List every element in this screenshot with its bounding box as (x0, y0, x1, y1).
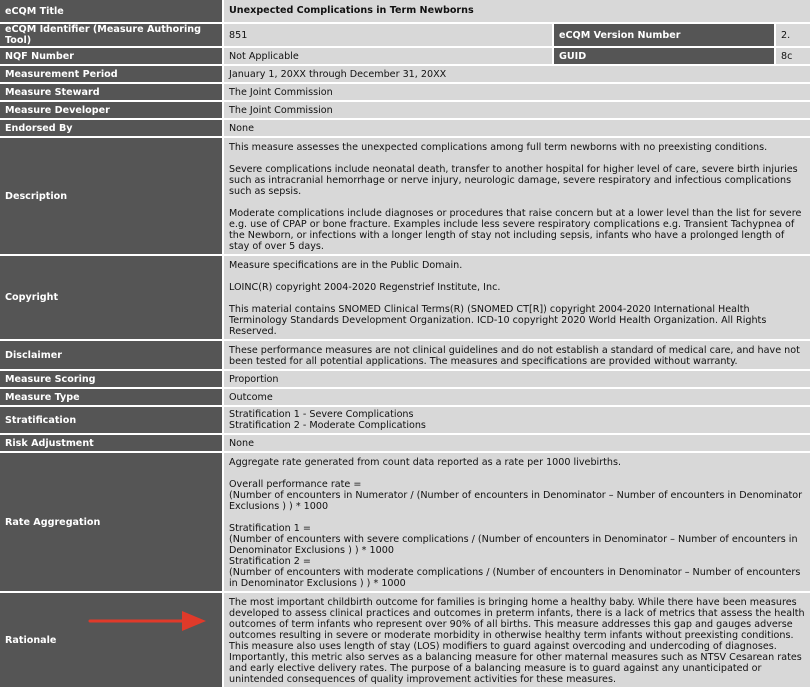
row-identifier (0, 24, 812, 48)
copyright-paragraph: This material contains SNOMED Clinical Terms(R) (SNOMED CT[R]) copyright 2004-2020 International Health Terminology Standards Development Organization. ICD-10 copyright 2020 World Health Organization. All Rights Reserved. (229, 304, 767, 337)
value-ecqm-title: Unexpected Complications in Term Newborns (224, 0, 812, 24)
label-measure-type: Measure Type (0, 389, 224, 407)
rate-overall-formula: (Number of encounters in Numerator / (Number of encounters in Denominator – Number of encounters in Denominator Exclusions ) ) * 1000 (229, 490, 803, 512)
value-measure-type: Outcome (224, 389, 812, 407)
row-nqf (0, 48, 812, 66)
label-measurement-period: Measurement Period (0, 66, 224, 84)
copyright-paragraph: Measure specifications are in the Public Domain. (229, 260, 463, 271)
label-copyright: Copyright (0, 256, 224, 341)
value-endorsed-by: None (224, 120, 812, 138)
label-measure-developer: Measure Developer (0, 102, 224, 120)
value-nqf-number: Not Applicable (224, 48, 554, 66)
row-rate-aggregation (0, 453, 812, 593)
row-type (0, 389, 812, 407)
label-ecqm-title: eCQM Title (0, 0, 224, 24)
stratification-line: Stratification 1 - Severe Complications (229, 409, 414, 420)
row-measurement-period (0, 66, 812, 84)
label-rate-aggregation: Rate Aggregation (0, 453, 224, 593)
description-paragraph: Moderate complications include diagnoses or procedures that raise concern but at a lower level than the list for severe e.g. use of CPAP or bone fracture. Examples include less severe respiratory complications e.g. Transient Tachypnea of the Newborn, or infections with a longer length of stay not including sepsis, infants who have a prolonged length of stay of over 5 days. (229, 208, 802, 252)
stratification-line: Stratification 2 - Moderate Complications (229, 420, 426, 431)
value-measure-developer: The Joint Commission (224, 102, 812, 120)
value-ecqm-version: 2. (776, 24, 812, 48)
rate-strat1-head: Stratification 1 = (229, 523, 311, 534)
row-scoring (0, 371, 812, 389)
label-stratification: Stratification (0, 407, 224, 435)
value-guid: 8c (776, 48, 812, 66)
value-stratification (224, 407, 812, 435)
label-rationale: Rationale (0, 593, 224, 689)
row-title (0, 0, 812, 24)
label-description: Description (0, 138, 224, 256)
label-ecqm-identifier: eCQM Identifier (Measure Authoring Tool) (0, 24, 224, 48)
value-ecqm-identifier: 851 (224, 24, 554, 48)
description-paragraph: This measure assesses the unexpected complications among full term newborns with no preexisting conditions. (229, 142, 768, 153)
row-endorsed (0, 120, 812, 138)
value-description (224, 138, 812, 256)
row-stratification (0, 407, 812, 435)
value-rate-aggregation (224, 453, 812, 593)
rate-strat2-formula: (Number of encounters with moderate complications / (Number of encounters in Denominator – Number of encounters in Denominator Exclusions ) ) * 1000 (229, 567, 801, 589)
label-guid: GUID (554, 48, 776, 66)
row-description (0, 138, 812, 256)
value-measure-scoring: Proportion (224, 371, 812, 389)
label-risk-adjustment: Risk Adjustment (0, 435, 224, 453)
row-steward (0, 84, 812, 102)
rate-strat1-formula: (Number of encounters with severe complications / (Number of encounters in Denominator – Number of encounters in Denominator Exclusions ) ) * 1000 (229, 534, 798, 556)
value-copyright (224, 256, 812, 341)
value-risk-adjustment: None (224, 435, 812, 453)
row-risk-adjustment (0, 435, 812, 453)
row-disclaimer (0, 341, 812, 371)
row-developer (0, 102, 812, 120)
row-copyright (0, 256, 812, 341)
label-nqf-number: NQF Number (0, 48, 224, 66)
label-ecqm-version: eCQM Version Number (554, 24, 776, 48)
rate-intro: Aggregate rate generated from count data reported as a rate per 1000 livebirths. (229, 457, 622, 468)
label-measure-steward: Measure Steward (0, 84, 224, 102)
rate-strat2-head: Stratification 2 = (229, 556, 311, 567)
value-measurement-period: January 1, 20XX through December 31, 20XX (224, 66, 812, 84)
label-endorsed-by: Endorsed By (0, 120, 224, 138)
description-paragraph: Severe complications include neonatal death, transfer to another hospital for higher level of care, severe birth injuries such as intracranial hemorrhage or nerve injury, neurologic damage, severe respiratory and infectious complications such as sepsis. (229, 164, 798, 197)
value-measure-steward: The Joint Commission (224, 84, 812, 102)
label-disclaimer: Disclaimer (0, 341, 224, 371)
value-rationale: The most important childbirth outcome for families is bringing home a healthy baby. While there have been measures developed to assess clinical practices and outcomes in preterm infants, there is a lack of metrics that assess the health outcomes of term infants who represent over 90% of all births. This measure addresses this gap and gauges adverse outcomes resulting in severe or moderate morbidity in otherwise healthy term infants without preexisting conditions. This measure also uses length of stay (LOS) modifiers to guard against overcoding and undercoding of diagnoses. Importantly, this metric also serves as a balancing measure for other maternal measures such as NTSV Cesarean rates and early elective delivery rates. The purpose of a balancing measure is to guard against any unanticipated or unintended consequences of quality improvement activities for these measures. (224, 593, 812, 689)
rate-overall-head: Overall performance rate = (229, 479, 362, 490)
row-rationale (0, 593, 812, 689)
label-measure-scoring: Measure Scoring (0, 371, 224, 389)
value-disclaimer: These performance measures are not clinical guidelines and do not establish a standard of medical care, and have not been tested for all potential applications. The measures and specifications are provided without warranty. (224, 341, 812, 371)
copyright-paragraph: LOINC(R) copyright 2004-2020 Regenstrief Institute, Inc. (229, 282, 501, 293)
